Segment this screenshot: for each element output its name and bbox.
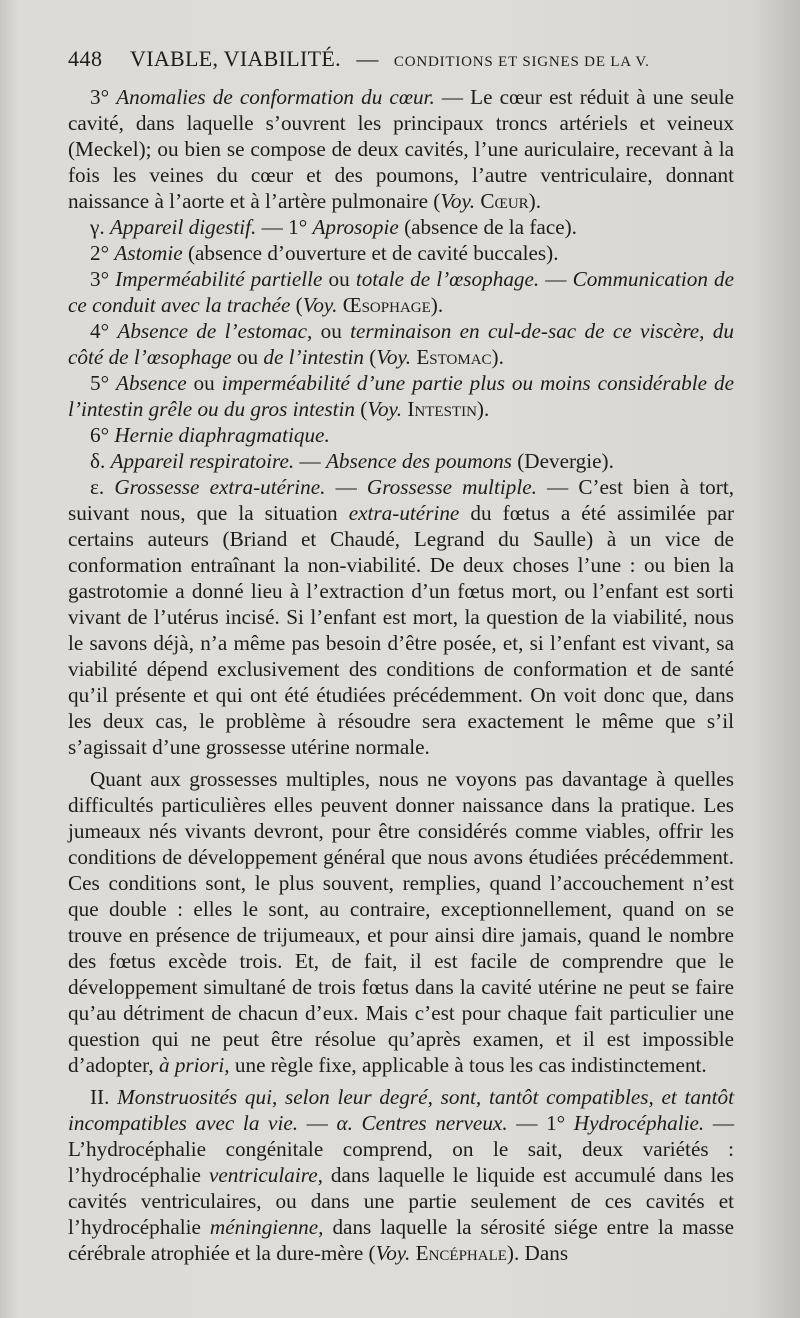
italic-text: Anomalies de conformation du cœur.	[116, 85, 435, 109]
text-run: γ.	[90, 215, 110, 239]
text-run: 3°	[90, 267, 116, 291]
body-text	[68, 84, 734, 1266]
text-run: Quant aux grossesses multiples, nous ne voyons pas davantage à quelles difficultés particulières elles peuvent donner naissance dans la pratique. Les jumeaux nés vivants devront, pour être considérés comme viables, offrir les conditions de développement général que nous avons étudiées précédemment. Ces conditions sont, le plus souvent, remplies, quand l’accouchement n’est que double : elles le sont, au contraire, exceptionnellement, quand on se trouve en présence de trijumeaux, et pour ainsi dire jamais, quand le nombre des fœtus excède trois. Et, de fait, il est facile de comprendre que le développement simultané de trois fœtus dans la cavité utérine ne peut se faire qu’au détriment de chacun d’eux. Mais c’est pour chaque fait particulier une question qui ne peut être résolue qu’après examen, et il est impossible d’adopter,	[68, 767, 734, 1077]
text-run: δ.	[90, 449, 111, 473]
text-run: (Devergie).	[511, 449, 614, 473]
section-title: CONDITIONS ET SIGNES DE LA V.	[393, 54, 650, 70]
text-run: du fœtus a été assimilée par certains auteurs (Briand et Chaudé, Legrand du Saulle) à un vice de conformation entraînant la non-viabilité. De deux choses l’une : ou bien la gastrotomie a donné lieu à l’extraction d’un fœtus mort, ou l’enfant est sorti vivant de l’utérus incisé. Si l’enfant est mort, la question de la viabilité, nous le savons déjà, n’a même pas besoin d’être posée, et, si l’enfant est vivant, sa viabilité dépend exclusivement des conditions de conformation et de santé qu’il présente et qui ont été étudiées précédemment. On voit donc que, dans les deux cas, le problème à résoudre sera exactement le même que s’il s’agissait d’une grossesse utérine normale.	[68, 501, 735, 759]
paragraph	[68, 240, 734, 266]
italic-text: totale de l’œsophage.	[355, 267, 540, 291]
italic-text: Appareil respiratoire.	[110, 449, 295, 473]
text-run: — 1°	[507, 1111, 574, 1135]
italic-text: Monstruosités qui, selon leur degré, sont, tantôt compatibles, et tantôt incompatibles avec la vie.	[68, 1085, 734, 1135]
text-run: —	[294, 449, 326, 473]
italic-text: Appareil digestif.	[109, 215, 257, 239]
paragraph	[68, 370, 734, 422]
text-run: (absence d’ouverture et de cavité buccales).	[182, 241, 559, 265]
italic-text: Grossesse multiple.	[366, 475, 537, 499]
italic-text: Imperméabilité partielle	[115, 267, 323, 291]
text-run: 3°	[90, 85, 117, 109]
italic-text: Grossesse extra-utérine.	[114, 475, 326, 499]
text-run: ε.	[90, 475, 115, 499]
paragraph	[68, 1084, 734, 1266]
paragraph	[68, 422, 734, 448]
text-run: ).	[430, 293, 444, 317]
italic-text: Voy.	[367, 397, 403, 421]
italic-text: Astomie	[114, 241, 183, 265]
italic-text: Communication de ce conduit avec la trachée	[68, 267, 734, 317]
text-run: ).	[491, 345, 504, 369]
text-run: — 1°	[256, 215, 313, 239]
paragraph	[68, 84, 734, 214]
text-run: —	[298, 1111, 337, 1135]
text-run: ou	[312, 319, 351, 343]
italic-text: ventriculaire,	[208, 1163, 323, 1187]
text-run: dans laquelle le liquide est accumulé dans les cavités ventriculaires, ou dans une partie seulement de ces cavités et l’hydrocéphalie	[68, 1163, 734, 1239]
italic-text: Voy.	[376, 345, 412, 369]
italic-text: Voy.	[440, 189, 476, 213]
text-run: — C’est bien à tort, suivant nous, que la situation	[68, 475, 734, 525]
paragraph	[68, 474, 734, 760]
text-run: (	[355, 397, 368, 421]
italic-text: terminaison en cul-de-sac de ce viscère, du côté de l’œsophage	[68, 319, 734, 369]
italic-text: Aprosopie	[312, 215, 399, 239]
running-title: VIABLE, VIABILITÉ.	[130, 46, 341, 71]
text-run: ).	[476, 397, 490, 421]
text-run: ou	[231, 345, 264, 369]
text-run: 5°	[90, 371, 117, 395]
italic-text: Voy.	[375, 1241, 411, 1265]
italic-text: de l’intestin	[263, 345, 364, 369]
paragraph	[68, 214, 734, 240]
small-caps-text: Œsophage	[342, 293, 431, 317]
text-run: 2°	[90, 241, 115, 265]
italic-text: Voy.	[302, 293, 338, 317]
text-run: 6°	[90, 423, 115, 447]
italic-text: α. Centres nerveux.	[336, 1111, 508, 1135]
text-run: (	[363, 345, 377, 369]
small-caps-text: Estomac	[416, 345, 492, 369]
paragraph	[68, 318, 734, 370]
text-run: (absence de la face).	[398, 215, 577, 239]
small-caps-text: Encéphale	[415, 1241, 507, 1265]
text-run: ou	[322, 267, 356, 291]
paragraph	[68, 448, 734, 474]
text-run: (	[290, 293, 303, 317]
text-run: ).	[528, 189, 542, 213]
text-run: 4°	[90, 319, 118, 343]
italic-text: Absence de l’estomac,	[117, 319, 313, 343]
small-caps-text: Cœur	[480, 189, 529, 213]
text-run: dans laquelle la sérosité siége entre la masse cérébrale atrophiée et la dure-mère (	[68, 1215, 735, 1265]
text-run: —	[539, 267, 573, 291]
header-dash: —	[356, 46, 379, 71]
italic-text: extra-utérine	[348, 501, 460, 525]
italic-text: méningienne,	[209, 1215, 324, 1239]
small-caps-text: Intestin	[407, 397, 477, 421]
text-run: ou	[186, 371, 222, 395]
italic-text: Hernie diaphragmatique.	[114, 423, 330, 447]
italic-text: Absence des poumons	[325, 449, 512, 473]
page-number: 448	[68, 46, 103, 71]
text-run: — L’hydrocéphalie congénitale comprend, on le sait, deux variétés : l’hydrocéphalie	[68, 1111, 735, 1187]
italic-text: Hydrocéphalie.	[573, 1111, 705, 1135]
running-header	[68, 46, 728, 75]
paragraph	[68, 266, 734, 318]
text-run: II.	[90, 1085, 118, 1109]
text-run: —	[325, 475, 367, 499]
italic-text: à priori,	[158, 1053, 230, 1077]
text-run: une règle fixe, applicable à tous les cas indistinctement.	[229, 1053, 707, 1077]
text-run: ). Dans	[506, 1241, 569, 1265]
italic-text: Absence	[116, 371, 187, 395]
text-run: — Le cœur est réduit à une seule cavité, dans laquelle s’ouvrent les principaux troncs artériels et veineux (Meckel); ou bien se compose de deux cavités, l’une auriculaire, recevant à la fois les veines du cœur et des poumons, l’autre ventriculaire, donnant naissance à l’aorte et à l’artère pulmonaire (	[68, 85, 734, 213]
italic-text: imperméabilité d’une partie plus ou moins considérable de l’intestin grêle ou du gros intestin	[68, 371, 734, 421]
paragraph	[68, 766, 734, 1078]
